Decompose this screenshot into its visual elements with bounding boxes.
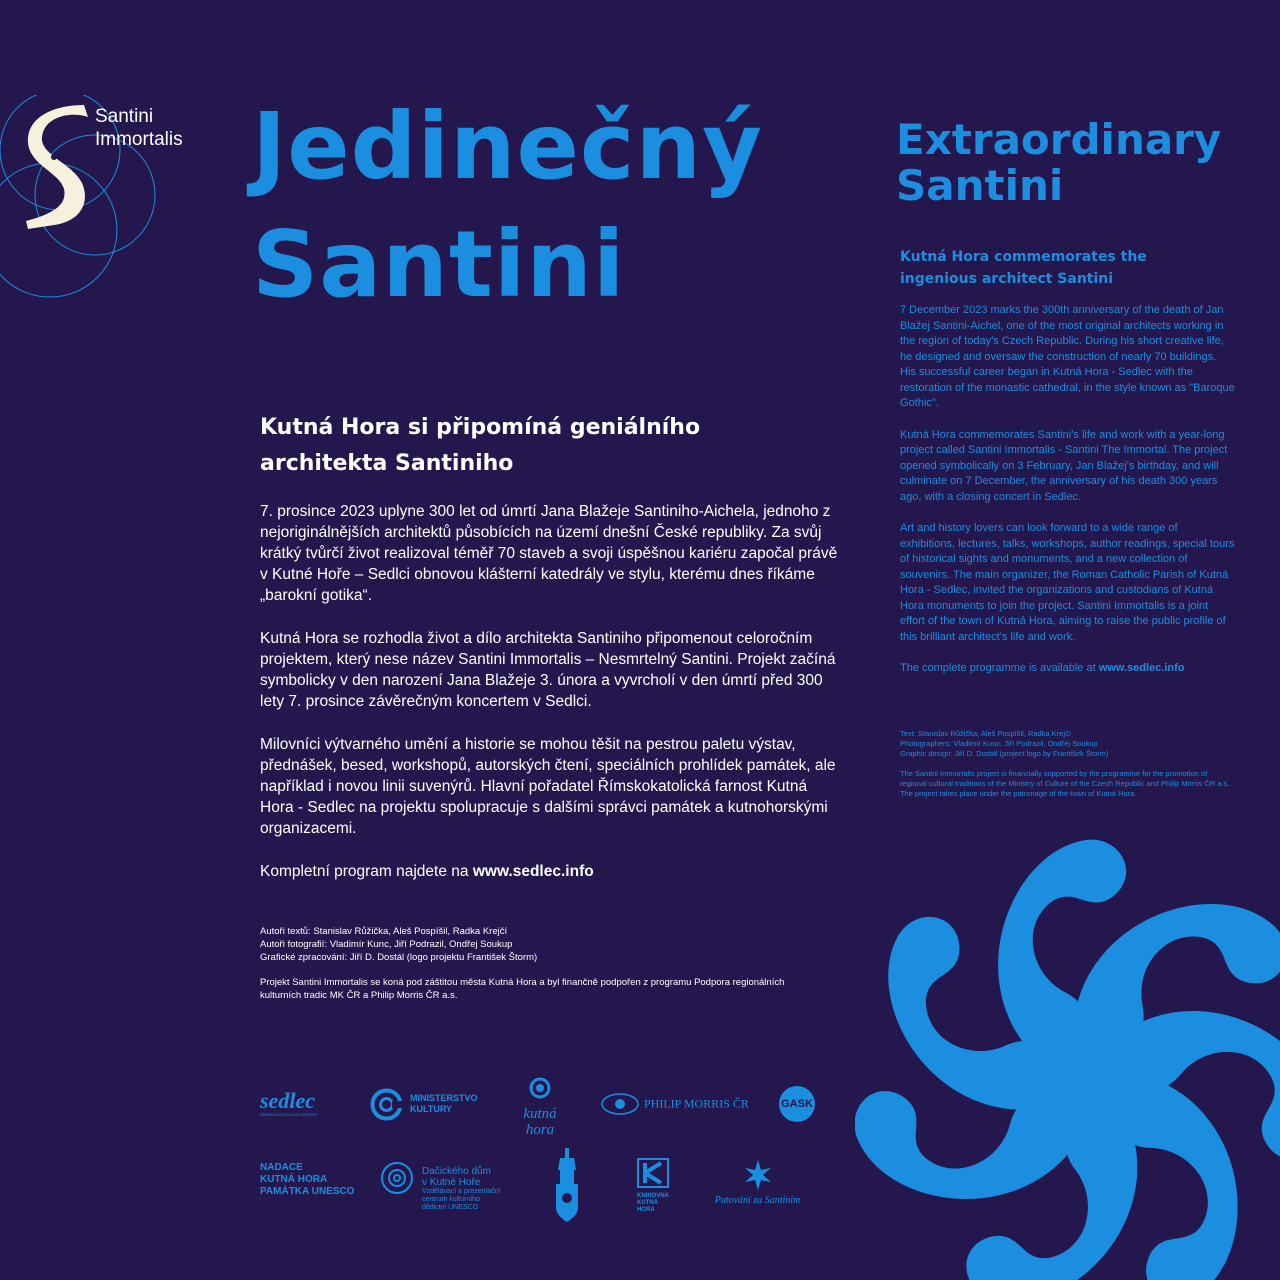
dacicky-line4: centrum kulturního [422, 1196, 480, 1203]
subtitle-cz [260, 410, 780, 482]
kutna-line2: hora [525, 1122, 555, 1138]
program-line-cz [260, 861, 840, 882]
dacicky-line3: Vzdělávací a prezentační [422, 1188, 501, 1195]
partner-logo-ministry [370, 1088, 490, 1122]
dacicky-line1: Dačického dům [422, 1166, 491, 1177]
body-en [900, 303, 1235, 693]
partner-logo-putovani [705, 1160, 810, 1206]
knihovna-line3: HORA [637, 1207, 655, 1213]
sedlec-small: ŘÍMSKOKATOLICKÁ FARNOST [260, 1112, 318, 1117]
program-link-cz[interactable]: www.sedlec.info [472, 863, 594, 880]
knihovna-line2: KUTNÁ [637, 1200, 658, 1206]
subtitle-en: Kutná Hora commemorates the ingenious architect Santini [900, 249, 1147, 287]
brand-name [95, 105, 183, 151]
s-pinwheel-ornament [855, 830, 1280, 1280]
body-cz-paragraph: Milovníci výtvarného umění a historie se mohou těšit na pestrou paletu výstav, přednášek, besed, workshopů, autorských čtení, speciálních prohlídek památek, ale například i novou linii suvenýrů. Hlavní pořadatel Římskokatolická farnost Kutná Hora - Sedlec na projektu spolupracuje s dalšími správci památek a kutnohorskými organizacemi. [260, 736, 836, 837]
gask-text: GASK [781, 1098, 813, 1110]
kutna-line1: kutná [523, 1106, 557, 1122]
ministry-line2: KULTURY [410, 1104, 452, 1114]
brand-line2: Immortalis [95, 129, 183, 150]
nadace-line2: KUTNÁ HORA [260, 1174, 328, 1185]
page-title-cz [252, 88, 763, 324]
subtitle-cz-line1: Kutná Hora si připomíná geniálního [260, 415, 701, 440]
subtitle-cz-line2: architekta Santiniho [260, 451, 514, 476]
program-line-en [900, 661, 1235, 677]
credit-text-en: Text: Stanislav Růžička, Aleš Pospíšil, Radka Krejčí [900, 729, 1071, 738]
brand-line1: Santini [95, 106, 154, 127]
partner-logo-dacickeho-dum [378, 1158, 518, 1214]
dacicky-text [422, 1166, 501, 1212]
partner-logo-gask [779, 1086, 815, 1122]
program-link-en[interactable]: www.sedlec.info [1098, 662, 1185, 674]
knihovna-line1: KNIHOVNA [637, 1193, 670, 1199]
title-cz-line2: Santini [252, 211, 626, 318]
credits-cz [260, 925, 820, 1014]
credit-texts-cz: Autoři textů: Stanislav Růžička, Aleš Pospíšil, Radka Krejčí [260, 926, 508, 937]
dacicky-ornament-icon [378, 1158, 416, 1198]
title-en-line2: Santini [896, 161, 1064, 210]
credit-design-cz: Grafické zpracování: Jiří D. Dostál (logo projektu František Štorm) [260, 952, 538, 963]
credit-photos-en: Photographers: Vladimír Kunc, Jiří Podrazil, Ondřej Soukup [900, 739, 1098, 748]
philip-morris-crest-icon [600, 1092, 640, 1116]
body-cz [260, 501, 840, 904]
partner-logo-knihovna [637, 1158, 677, 1214]
nadace-line1: NADACE [260, 1162, 303, 1173]
title-en-line1: Extraordinary [896, 115, 1222, 164]
program-text-cz: Kompletní program najdete na [260, 863, 473, 880]
credit-photos-cz: Autoři fotografií: Vladimír Kunc, Jiří Podrazil, Ondřej Soukup [260, 939, 513, 950]
credits-en [900, 729, 1235, 809]
ministry-c-icon [370, 1088, 403, 1121]
body-en-paragraph: Art and history lovers can look forward to a wide range of exhibitions, lectures, talks, workshops, author readings, special tours of historical sights and monuments, and a new collection of souvenirs. The main organizer, the Roman Catholic Parish of Kutná Hora - Sedlec, invited the organizations and custodians of Kutná Hora monuments to join the project. Santini Immortalis is a joint effort of the town of Kutná Hora, aiming to raise the public profile of this brilliant architect’s life and work. [900, 522, 1235, 643]
support-en: The Santini Immortalis project is financially supported by the programme for the promotion of regional cultural traditions of the Ministry of Culture of the Czech Republic and Philip Morris ČR a.s. The project takes place under the patronage of the town of Kutná Hora. [900, 769, 1230, 798]
body-en-paragraph: Kutná Hora commemorates Santini’s life and work with a year-long project called Santini Immortalis - Santini The Immortal. The project opened symbolically on 3 February, Jan Blažej’s birthday, and will culminate on 7 December, the anniversary of his death 300 years ago, with a closing concert in Sedlec. [900, 428, 1228, 503]
partner-logo-kutna-hora [518, 1075, 562, 1138]
body-en-paragraph: 7 December 2023 marks the 300th anniversary of the death of Jan Blažej Santini-Aichel, one of the most original architects working in the region of today’s Czech Republic. During his short creative life, he designed and oversaw the construction of nearly 70 buildings. His successful career began in Kutná Hora - Sedlec with the restoration of the monastic cathedral, in the style known as "Baroque Gothic". [900, 304, 1235, 409]
putovani-star-icon [743, 1160, 773, 1190]
partner-logo-philip-morris [600, 1092, 750, 1116]
town-tower-crest-icon [552, 1148, 582, 1224]
credits-en-block [900, 729, 1235, 759]
credits-cz-block [260, 925, 820, 964]
credit-design-en: Graphic design: Jiří D. Dostál (project logo by František Štorm) [900, 749, 1109, 758]
knihovna-k-icon [637, 1158, 669, 1188]
title-cz-line1: Jedinečný [252, 93, 763, 200]
putovani-text: Putování za Santinim [714, 1195, 801, 1206]
partner-logo-nadace [260, 1162, 354, 1198]
dacicky-line2: v Kutné Hoře [422, 1177, 481, 1188]
nadace-line3: PAMÁTKA UNESCO [260, 1186, 355, 1197]
body-cz-paragraph: Kutná Hora se rozhodla život a dílo architekta Santiniho připomenout celoročním projektem, který nese název Santini Immortalis – Nesmrtelný Santini. Projekt začíná symbolicky v den narození Jana Blažeje 3. února a vyvrcholí v den úmrtí před 300 lety 7. prosince závěrečným koncertem v Sedlci. [260, 630, 836, 710]
santini-s-logo [24, 103, 92, 229]
sedlec-wordmark: sedlec [260, 1088, 315, 1113]
program-text-en: The complete programme is available at [900, 662, 1099, 674]
page-title-en [896, 117, 1221, 209]
ministry-line1: MINISTERSTVO [410, 1093, 478, 1103]
support-cz: Projekt Santini Immortalis se koná pod záštitou města Kutná Hora a byl finančně podpořen z programu Podpora regionálních kulturních tradic MK ČR a Philip Morris ČR a.s. [260, 977, 785, 1001]
dacicky-line5: dědictví UNESCO [422, 1204, 479, 1211]
kutna-hora-flower-icon [527, 1075, 553, 1101]
philip-morris-text: PHILIP MORRIS ČR [644, 1096, 749, 1111]
partner-logo-sedlec [260, 1090, 335, 1117]
body-cz-paragraph: 7. prosince 2023 uplyne 300 let od úmrtí Jana Blažeje Santiniho-Aichela, jednoho z nejoriginálnějších architektů působících na území dnešní České republiky. Za svůj krátký tvůrčí život realizoval téměř 70 staveb a svoji úspěšnou kariéru započal právě v Kutné Hoře – Sedlci obnovou klášterní katedrály ve stylu, kterému dnes říkáme „barokní gotika“. [260, 503, 838, 604]
